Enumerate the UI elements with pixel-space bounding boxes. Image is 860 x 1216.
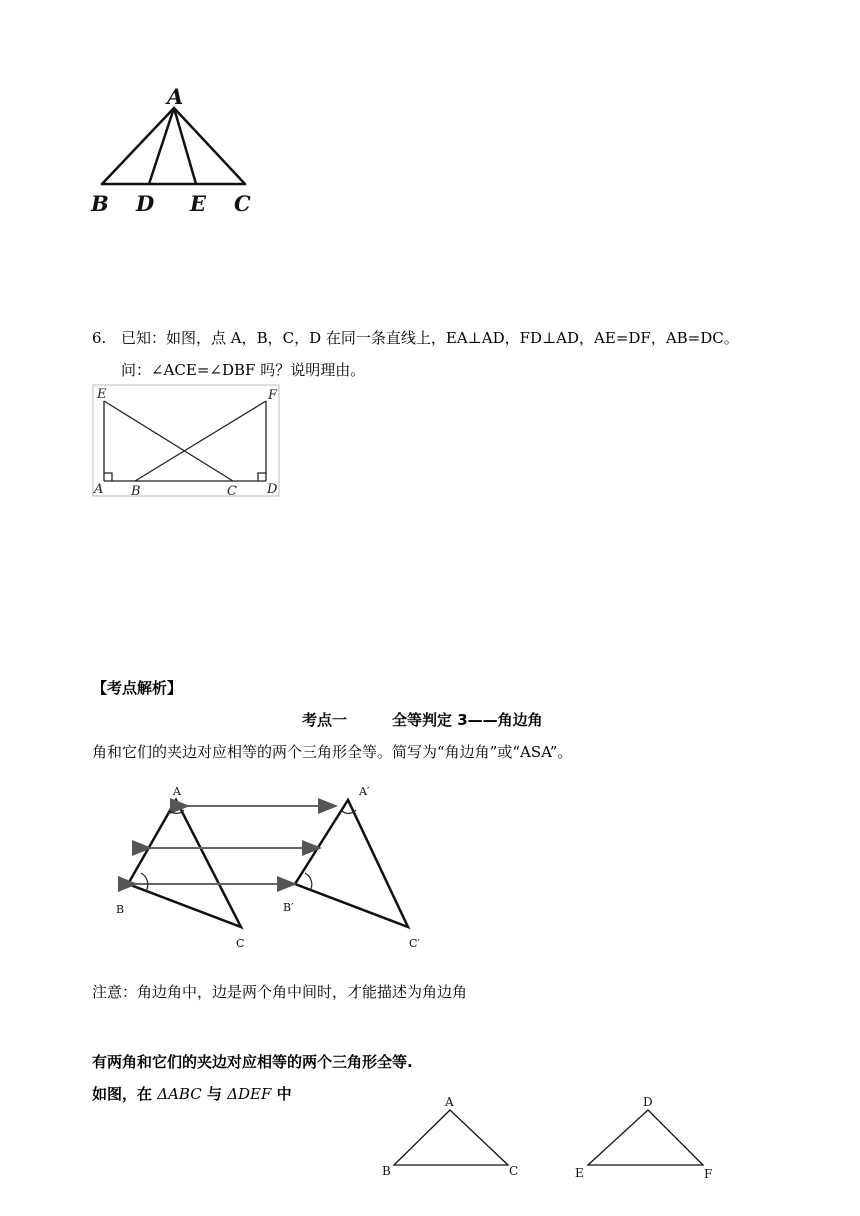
and-word: 与 bbox=[206, 1085, 222, 1103]
label-d: D bbox=[136, 191, 155, 216]
section-header: 【考点解析】 bbox=[92, 679, 183, 697]
label-c: C bbox=[227, 484, 237, 499]
label-b-prime: B′ bbox=[283, 901, 294, 914]
label-a-prime: A′ bbox=[359, 785, 370, 798]
section-title-left: 考点一 bbox=[302, 711, 348, 729]
triangle-def-name: ΔDEF bbox=[227, 1085, 272, 1103]
label-f: F bbox=[704, 1167, 713, 1181]
triangle-abc-name: ΔABC bbox=[157, 1085, 202, 1103]
problem-6-statement: 已知：如图，点 A，B，C，D 在同一条直线上，EA⊥AD，FD⊥AD，AE=DF，AB=DC。 bbox=[121, 329, 739, 347]
label-a: A bbox=[445, 1095, 454, 1109]
label-a: A bbox=[167, 84, 184, 109]
section-title-right: 全等判定 3——角边角 bbox=[392, 711, 543, 729]
label-f: F bbox=[268, 388, 278, 403]
label-b: B bbox=[91, 191, 109, 216]
label-c-prime: C′ bbox=[409, 937, 420, 950]
label-c: C bbox=[509, 1164, 519, 1178]
asa-theorem: 有两角和它们的夹边对应相等的两个三角形全等. bbox=[92, 1053, 413, 1071]
label-b: B bbox=[116, 903, 125, 916]
problem-6-figure bbox=[92, 384, 282, 499]
problem-6-question: 问：∠ACE=∠DBF 吗？说明理由。 bbox=[121, 361, 366, 379]
side-ab bbox=[102, 108, 174, 184]
label-c: C bbox=[234, 191, 251, 216]
label-a: A bbox=[94, 482, 104, 497]
as-shown-line bbox=[92, 1084, 292, 1104]
in-word: 中 bbox=[276, 1085, 292, 1103]
label-b: B bbox=[382, 1164, 391, 1178]
label-c: C bbox=[236, 937, 245, 950]
label-a: A bbox=[173, 785, 181, 798]
label-b: B bbox=[131, 484, 141, 499]
as-shown-prefix: 如图，在 bbox=[92, 1085, 153, 1103]
label-d: D bbox=[643, 1095, 653, 1109]
label-e: E bbox=[97, 387, 107, 402]
triangle-abc-figure bbox=[88, 84, 268, 219]
asa-note: 注意：角边角中，边是两个角中间时，才能描述为角边角 bbox=[92, 983, 468, 1001]
asa-figure bbox=[108, 780, 438, 955]
label-e: E bbox=[190, 191, 207, 216]
triangles-abc-def-figure bbox=[378, 1092, 718, 1184]
label-d: D bbox=[267, 482, 278, 497]
label-e: E bbox=[575, 1166, 584, 1180]
problem-6-number: 6. bbox=[92, 329, 107, 347]
asa-definition: 角和它们的夹边对应相等的两个三角形全等。简写为“角边角”或“ASA”。 bbox=[92, 743, 573, 761]
